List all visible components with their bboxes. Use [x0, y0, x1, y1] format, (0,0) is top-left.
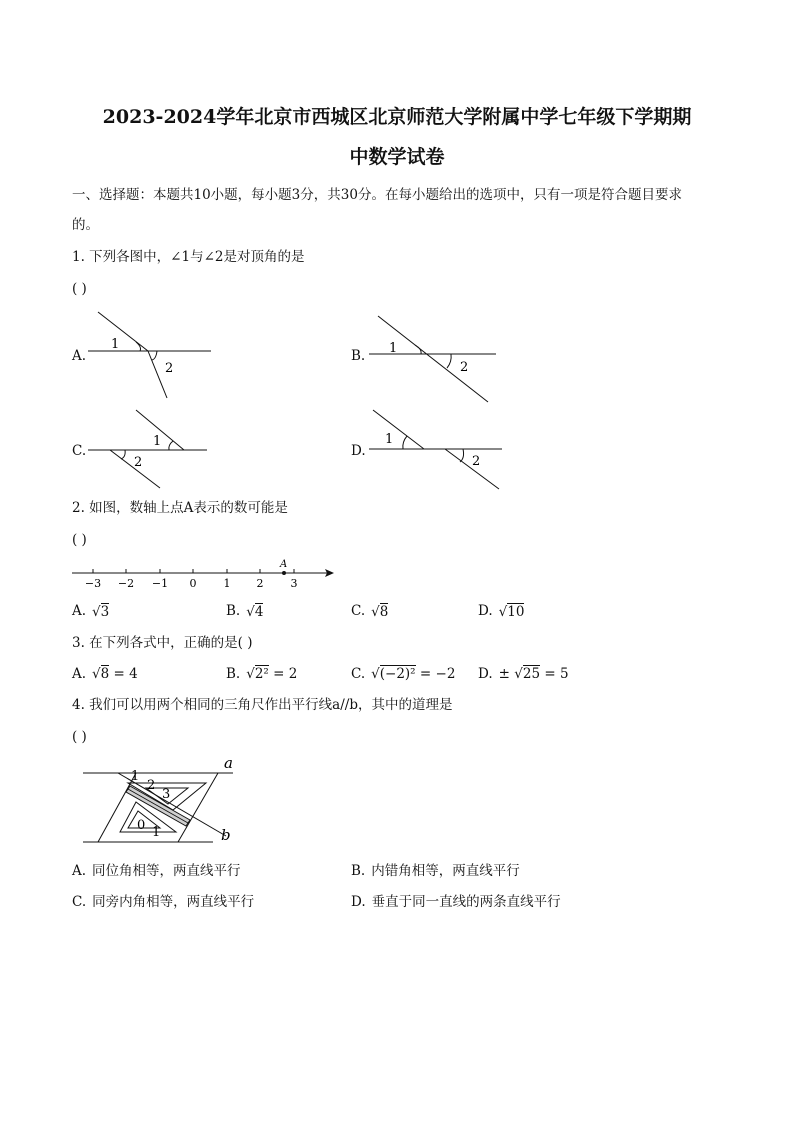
- q4-figure-triangle-rulers: [78, 752, 243, 848]
- q1c-angle-2-label: 2: [134, 455, 143, 470]
- ruler-mark-0-label: 0: [137, 818, 146, 833]
- q1b-angle-2-label: 2: [460, 360, 469, 375]
- tick-label: −3: [84, 577, 102, 590]
- question-4-stem: 4. 我们可以用两个相同的三角尺作出平行线a//b，其中的道理是: [72, 697, 453, 713]
- q1-option-c-letter: C.: [72, 443, 87, 459]
- q3-option-a: A. √8 = 4: [72, 666, 138, 682]
- question-1-stem: 1. 下列各图中，∠1与∠2是对顶角的是: [72, 249, 305, 265]
- section-heading-line-2: 的。: [72, 217, 99, 233]
- line-b-label: b: [221, 826, 231, 844]
- tick-label: −1: [151, 577, 169, 590]
- radical-sign-icon: √: [92, 666, 101, 682]
- q4-option-d: D. 垂直于同一直线的两条直线平行: [351, 894, 561, 910]
- q1-figure-c: [85, 405, 210, 495]
- q1a-angle-1-label: 1: [111, 337, 120, 352]
- q2-option-b: B. √4: [226, 603, 264, 620]
- q2-option-c: C. √8: [351, 603, 389, 620]
- q3-option-c: C. √(−2)² = −2: [351, 666, 456, 682]
- tick-label: 2: [256, 577, 264, 590]
- sqrt-expression: √3: [92, 603, 110, 620]
- tick-label: 3: [290, 577, 298, 590]
- point-a-label: A: [280, 559, 288, 570]
- angle-3-label: 3: [162, 787, 171, 802]
- section-heading-line-1: 一、选择题：本题共10小题，每小题3分，共30分。在每小题给出的选项中，只有一项是符合题目要求: [72, 187, 682, 203]
- q1d-angle-1-label: 1: [385, 432, 394, 447]
- ruler-mark-1-label: 1: [152, 825, 161, 840]
- radical-sign-icon: √: [246, 603, 255, 620]
- q2-option-d: D. √10: [478, 603, 525, 620]
- question-3-stem: 3. 在下列各式中，正确的是( ): [72, 635, 253, 651]
- radical-sign-icon: √: [371, 603, 380, 620]
- tick-label: 0: [189, 577, 197, 590]
- radical-sign-icon: √: [371, 666, 380, 682]
- sqrt-expression: √8: [371, 603, 389, 620]
- question-1-paren: ( ): [72, 281, 87, 297]
- radical-sign-icon: √: [92, 603, 101, 620]
- question-4-paren: ( ): [72, 729, 87, 745]
- point-a-marker: [282, 571, 286, 575]
- q4-option-a: A. 同位角相等，两直线平行: [72, 863, 241, 879]
- sqrt-expression: √4: [246, 603, 264, 620]
- q1-option-a-letter: A.: [72, 348, 87, 364]
- q1d-angle-2-label: 2: [472, 454, 481, 469]
- q4-option-c: C. 同旁内角相等，两直线平行: [72, 894, 255, 910]
- q1-figure-d: [365, 405, 505, 495]
- question-2-paren: ( ): [72, 532, 87, 548]
- radical-sign-icon: √: [246, 666, 255, 682]
- q1-figure-b: [365, 312, 500, 407]
- radical-sign-icon: √: [514, 666, 523, 682]
- q1-option-b-letter: B.: [351, 348, 366, 364]
- page-title-line-1: 2023-2024学年北京市西城区北京师范大学附属中学七年级下学期期: [102, 106, 692, 128]
- q1-figure-a: [85, 308, 215, 403]
- page-title-line-2: 中数学试卷: [349, 146, 445, 168]
- line-a-label: a: [224, 754, 233, 772]
- question-2-stem: 2. 如图，数轴上点A表示的数可能是: [72, 500, 288, 516]
- sqrt-expression: √10: [498, 603, 525, 620]
- tick-label: 1: [223, 577, 231, 590]
- q3-option-b: B. √2² = 2: [226, 666, 298, 682]
- q1a-angle-2-label: 2: [165, 361, 174, 376]
- q1-option-d-letter: D.: [351, 443, 366, 459]
- q1b-angle-1-label: 1: [389, 341, 398, 356]
- tick-label: −2: [117, 577, 135, 590]
- q2-option-a: A. √3: [72, 603, 110, 620]
- q1c-angle-1-label: 1: [153, 434, 162, 449]
- angle-1-label: 1: [131, 769, 140, 784]
- q3-option-d: D. ± √25 = 5: [478, 666, 569, 682]
- angle-2-label: 2: [147, 778, 156, 793]
- q4-option-b: B. 内错角相等，两直线平行: [351, 863, 520, 879]
- radical-sign-icon: √: [498, 603, 508, 620]
- q2-number-line: [70, 556, 340, 592]
